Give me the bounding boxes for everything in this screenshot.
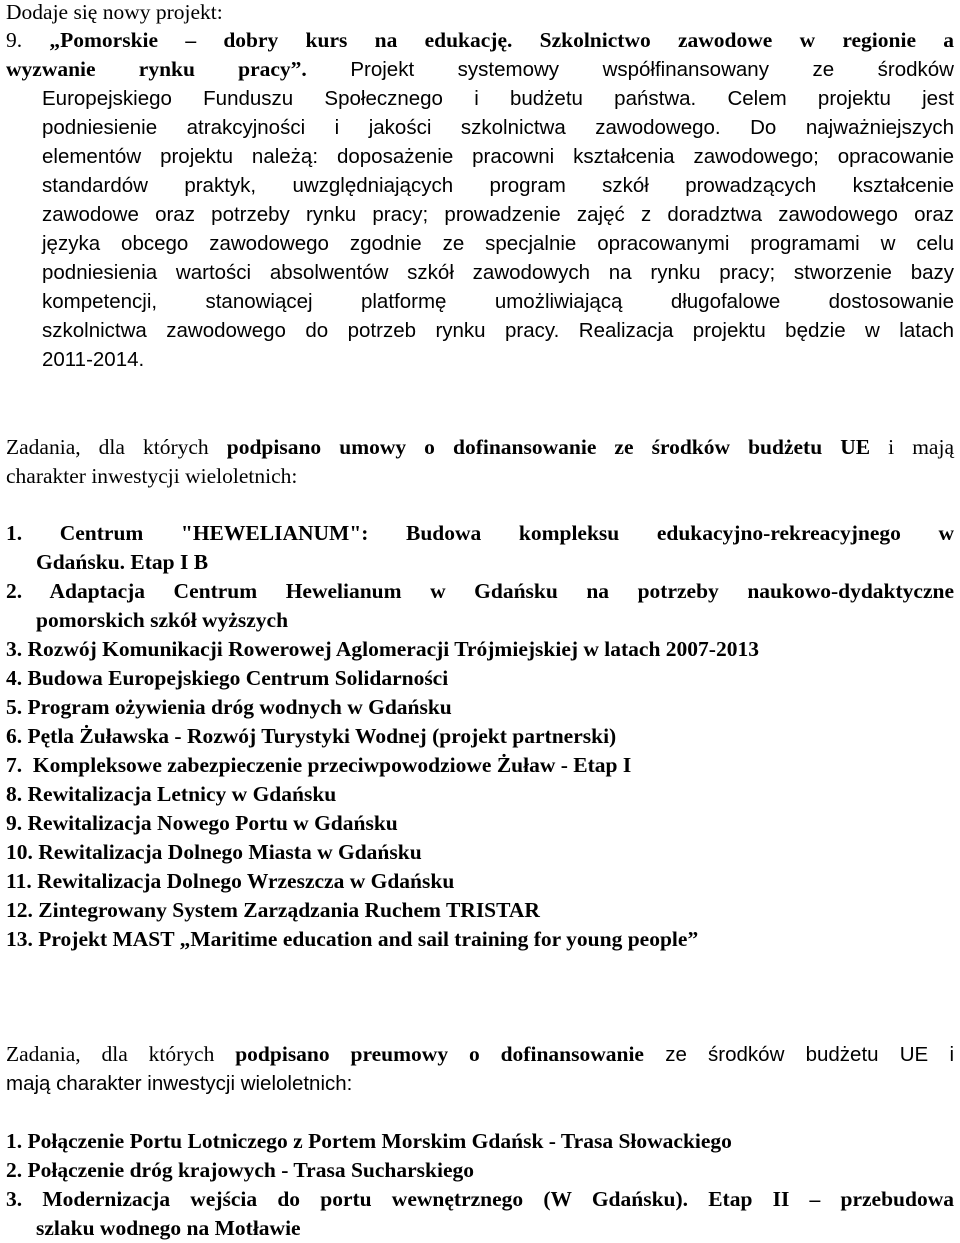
list-item-continuation: szlaku wodnego na Motławie [36, 1216, 301, 1240]
project-9-line-6: standardów praktyk, uwzględniających program szkół prowadzących kształcenie [42, 174, 954, 197]
list-item: 8. Rewitalizacja Letnicy w Gdańsku [6, 782, 337, 806]
project-9-line-9: podniesienia wartości absolwentów szkół zawodowych na rynku pracy; stworzenie bazy [42, 261, 954, 284]
list-item: 11. Rewitalizacja Dolnego Wrzeszcza w Gdańsku [6, 869, 455, 893]
project-9-line-7: zawodowe oraz potrzeby rynku pracy; prowadzenie zajęć z doradztwa zawodowego oraz [42, 203, 954, 226]
section-1-heading: Zadania, dla których podpisano umowy o dofinansowanie ze środków budżetu UE i mają [6, 435, 954, 459]
list-item: 3. Rozwój Komunikacji Rowerowej Aglomeracji Trójmiejskiej w latach 2007-2013 [6, 637, 759, 661]
list-item-continuation: pomorskich szkół wyższych [36, 608, 289, 632]
list-item-continuation: Gdańsku. Etap I B [36, 550, 209, 574]
list-item: 4. Budowa Europejskiego Centrum Solidarności [6, 666, 449, 690]
list-item: 1. Centrum "HEWELIANUM": Budowa kompleksu edukacyjno-rekreacyjnego w [6, 521, 954, 545]
project-9-line-11: szkolnictwa zawodowego do potrzeb rynku pracy. Realizacja projektu będzie w latach [42, 319, 954, 342]
section-2-heading-line-2: mają charakter inwestycji wieloletnich: [6, 1072, 353, 1095]
project-9-line-4: podniesienie atrakcyjności i jakości szkolnictwa zawodowego. Do najważniejszych [42, 116, 954, 139]
project-9-line-3: Europejskiego Funduszu Społecznego i budżetu państwa. Celem projektu jest [42, 87, 954, 110]
project-9-line-1: 9. „Pomorskie – dobry kurs na edukację. Szkolnictwo zawodowe w regionie a [6, 28, 955, 52]
project-9-line-12: 2011-2014. [42, 348, 145, 371]
list-item: 2. Adaptacja Centrum Hewelianum w Gdańsku na potrzeby naukowo-dydaktyczne [6, 579, 954, 603]
section-2-heading: Zadania, dla których podpisano preumowy o dofinansowanie ze środków budżetu UE i [6, 1042, 954, 1066]
section-1-heading-line-2: charakter inwestycji wieloletnich: [6, 464, 298, 488]
list-item: 9. Rewitalizacja Nowego Portu w Gdańsku [6, 811, 398, 835]
list-item: 6. Pętla Żuławska - Rozwój Turystyki Wodnej (projekt partnerski) [6, 724, 617, 748]
list-item: 5. Program ożywienia dróg wodnych w Gdańsku [6, 695, 452, 719]
list-item: 10. Rewitalizacja Dolnego Miasta w Gdańsku [6, 840, 422, 864]
list-item: 3. Modernizacja wejścia do portu wewnętrznego (W Gdańsku). Etap II – przebudowa [6, 1187, 954, 1211]
list-item: 12. Zintegrowany System Zarządzania Ruchem TRISTAR [6, 898, 540, 922]
list-item: 7. Kompleksowe zabezpieczenie przeciwpowodziowe Żuław - Etap I [6, 753, 632, 777]
intro-text: Dodaje się nowy projekt: [6, 0, 223, 24]
project-9-line-5: elementów projektu należą: doposażenie pracowni kształcenia zawodowego; opracowanie [42, 145, 954, 168]
list-item: 1. Połączenie Portu Lotniczego z Portem Morskim Gdańsk - Trasa Słowackiego [6, 1129, 732, 1153]
list-item: 2. Połączenie dróg krajowych - Trasa Sucharskiego [6, 1158, 474, 1182]
list-item: 13. Projekt MAST „Maritime education and sail training for young people” [6, 927, 699, 951]
project-9-line-2: wyzwanie rynku pracy”. Projekt systemowy współfinansowany ze środków [6, 57, 954, 81]
project-9-line-8: języka obcego zawodowego zgodnie ze specjalnie opracowanymi programami w celu [42, 232, 954, 255]
project-9-line-10: kompetencji, stanowiącej platformę umożliwiającą długofalowe dostosowanie [42, 290, 954, 313]
